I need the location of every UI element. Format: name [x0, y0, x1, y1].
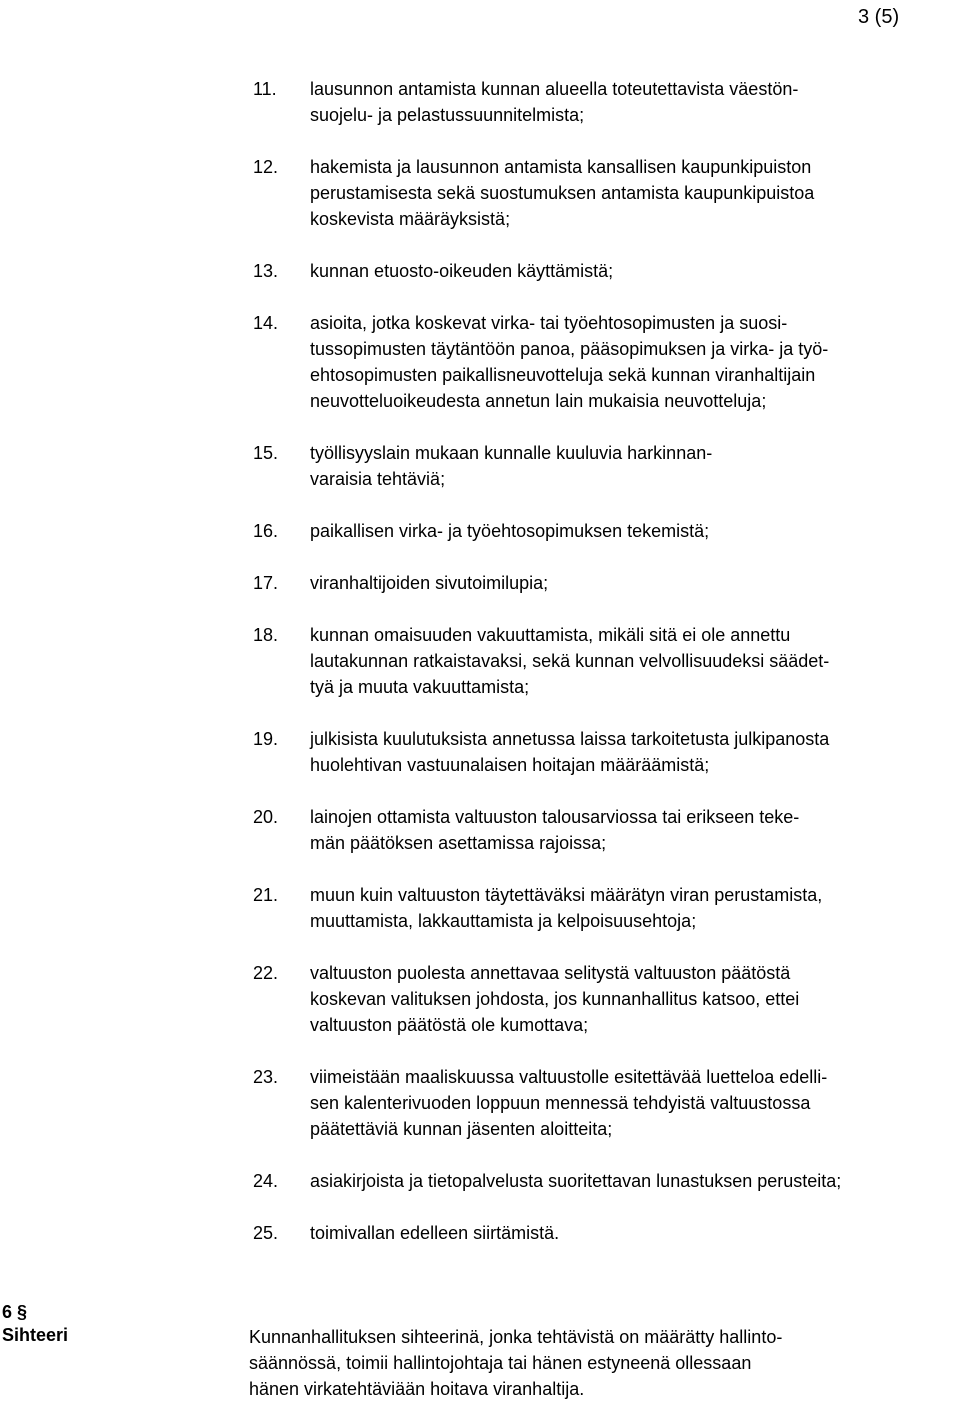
list-item-text-line: sen kalenterivuoden loppuun mennessä tehdyistä valtuustossa — [310, 1093, 811, 1113]
list-item — [0, 258, 960, 284]
list-item-text-line: män päätöksen asettamissa rajoissa; — [310, 833, 607, 853]
list-item-number: 13. — [253, 261, 279, 281]
list-item-text-line: asiakirjoista ja tietopalvelusta suoritettavan lunastuksen perusteita; — [310, 1171, 842, 1191]
list-item-text-line: asioita, jotka koskevat virka- tai työehtosopimusten ja suosi- — [310, 313, 788, 333]
list-item-text-line: päätettäviä kunnan jäsenten aloitteita; — [310, 1119, 613, 1139]
list-item-text-line: ehtosopimusten paikallisneuvotteluja sekä kunnan viranhaltijain — [310, 365, 816, 385]
list-item — [0, 622, 960, 700]
list-item — [0, 882, 960, 934]
section-body-line: Kunnanhallituksen sihteerinä, jonka tehtävistä on määrätty hallinto- — [249, 1327, 783, 1347]
list-item-number: 24. — [253, 1171, 279, 1191]
list-item-text-line: huolehtivan vastuunalaisen hoitajan määräämistä; — [310, 755, 710, 775]
list-item-text-line: toimivallan edelleen siirtämistä. — [310, 1223, 560, 1243]
section-title: Sihteeri — [2, 1325, 69, 1345]
list-item-number: 18. — [253, 625, 279, 645]
list-item-number: 16. — [253, 521, 279, 541]
list-item-text-line: koskevan valituksen johdosta, jos kunnanhallitus katsoo, ettei — [310, 989, 800, 1009]
list-item — [0, 570, 960, 596]
list-item-text-line: muuttamista, lakkauttamista ja kelpoisuusehtoja; — [310, 911, 697, 931]
list-item-text-line: julkisista kuulutuksista annetussa laissa tarkoitetusta julkipanosta — [310, 729, 830, 749]
list-item-text-line: viranhaltijoiden sivutoimilupia; — [310, 573, 549, 593]
list-item-text-line: varaisia tehtäviä; — [310, 469, 446, 489]
list-item-number: 11. — [253, 79, 277, 99]
list-item-text-line: muun kuin valtuuston täytettäväksi määrätyn viran perustamista, — [310, 885, 823, 905]
list-item — [0, 1168, 960, 1194]
list-item-text-line: lainojen ottamista valtuuston talousarviossa tai erikseen teke- — [310, 807, 800, 827]
list-item-text-line: koskevista määräyksistä; — [310, 209, 511, 229]
list-item-number: 19. — [253, 729, 279, 749]
list-item-text-line: tussopimusten täytäntöön panoa, pääsopimuksen ja virka- ja työ- — [310, 339, 829, 359]
list-item-number: 15. — [253, 443, 279, 463]
list-item-text-line: suojelu- ja pelastussuunnitelmista; — [310, 105, 585, 125]
list-item-text-line: kunnan omaisuuden vakuuttamista, mikäli sitä ei ole annettu — [310, 625, 791, 645]
list-item-text-line: viimeistään maaliskuussa valtuustolle esitettävää luetteloa edelli- — [310, 1067, 828, 1087]
list-item-text-line: paikallisen virka- ja työehtosopimuksen tekemistä; — [310, 521, 710, 541]
list-item — [0, 310, 960, 414]
list-item — [0, 1064, 960, 1142]
list-item-number: 14. — [253, 313, 279, 333]
list-item — [0, 154, 960, 232]
list-item-number: 20. — [253, 807, 279, 827]
list-item — [0, 1220, 960, 1246]
list-item — [0, 960, 960, 1038]
list-item-number: 22. — [253, 963, 279, 983]
list-item-number: 17. — [253, 573, 279, 593]
list-item-text-line: valtuuston puolesta annettavaa selitystä valtuuston päätöstä — [310, 963, 791, 983]
list-item-number: 21. — [253, 885, 279, 905]
list-item-text-line: neuvotteluoikeudesta annetun lain mukaisia neuvotteluja; — [310, 391, 767, 411]
list-item-text-line: lausunnon antamista kunnan alueella toteutettavista väestön- — [310, 79, 799, 99]
page-number: 3 (5) — [858, 6, 900, 28]
list-item-number: 12. — [253, 157, 279, 177]
section-body-line: hänen virkatehtäviään hoitava viranhaltija. — [249, 1379, 585, 1399]
list-item — [0, 440, 960, 492]
list-item-text-line: valtuuston päätöstä ole kumottava; — [310, 1015, 589, 1035]
list-item-text-line: perustamisesta sekä suostumuksen antamista kaupunkipuistoa — [310, 183, 815, 203]
list-item-text-line: lautakunnan ratkaistavaksi, sekä kunnan velvollisuudeksi säädet- — [310, 651, 830, 671]
list-item — [0, 76, 960, 128]
list-item-text-line: hakemista ja lausunnon antamista kansallisen kaupunkipuiston — [310, 157, 812, 177]
list-item — [0, 726, 960, 778]
list-item — [0, 518, 960, 544]
list-item — [0, 804, 960, 856]
list-item-text-line: kunnan etuosto-oikeuden käyttämistä; — [310, 261, 614, 281]
list-item-text-line: työllisyyslain mukaan kunnalle kuuluvia harkinnan- — [310, 443, 713, 463]
list-item-number: 25. — [253, 1223, 279, 1243]
list-item-text-line: tyä ja muuta vakuuttamista; — [310, 677, 530, 697]
section-body-line: säännössä, toimii hallintojohtaja tai hänen estyneenä ollessaan — [249, 1353, 752, 1373]
section-number: 6 § — [2, 1302, 28, 1322]
list-item-number: 23. — [253, 1067, 279, 1087]
